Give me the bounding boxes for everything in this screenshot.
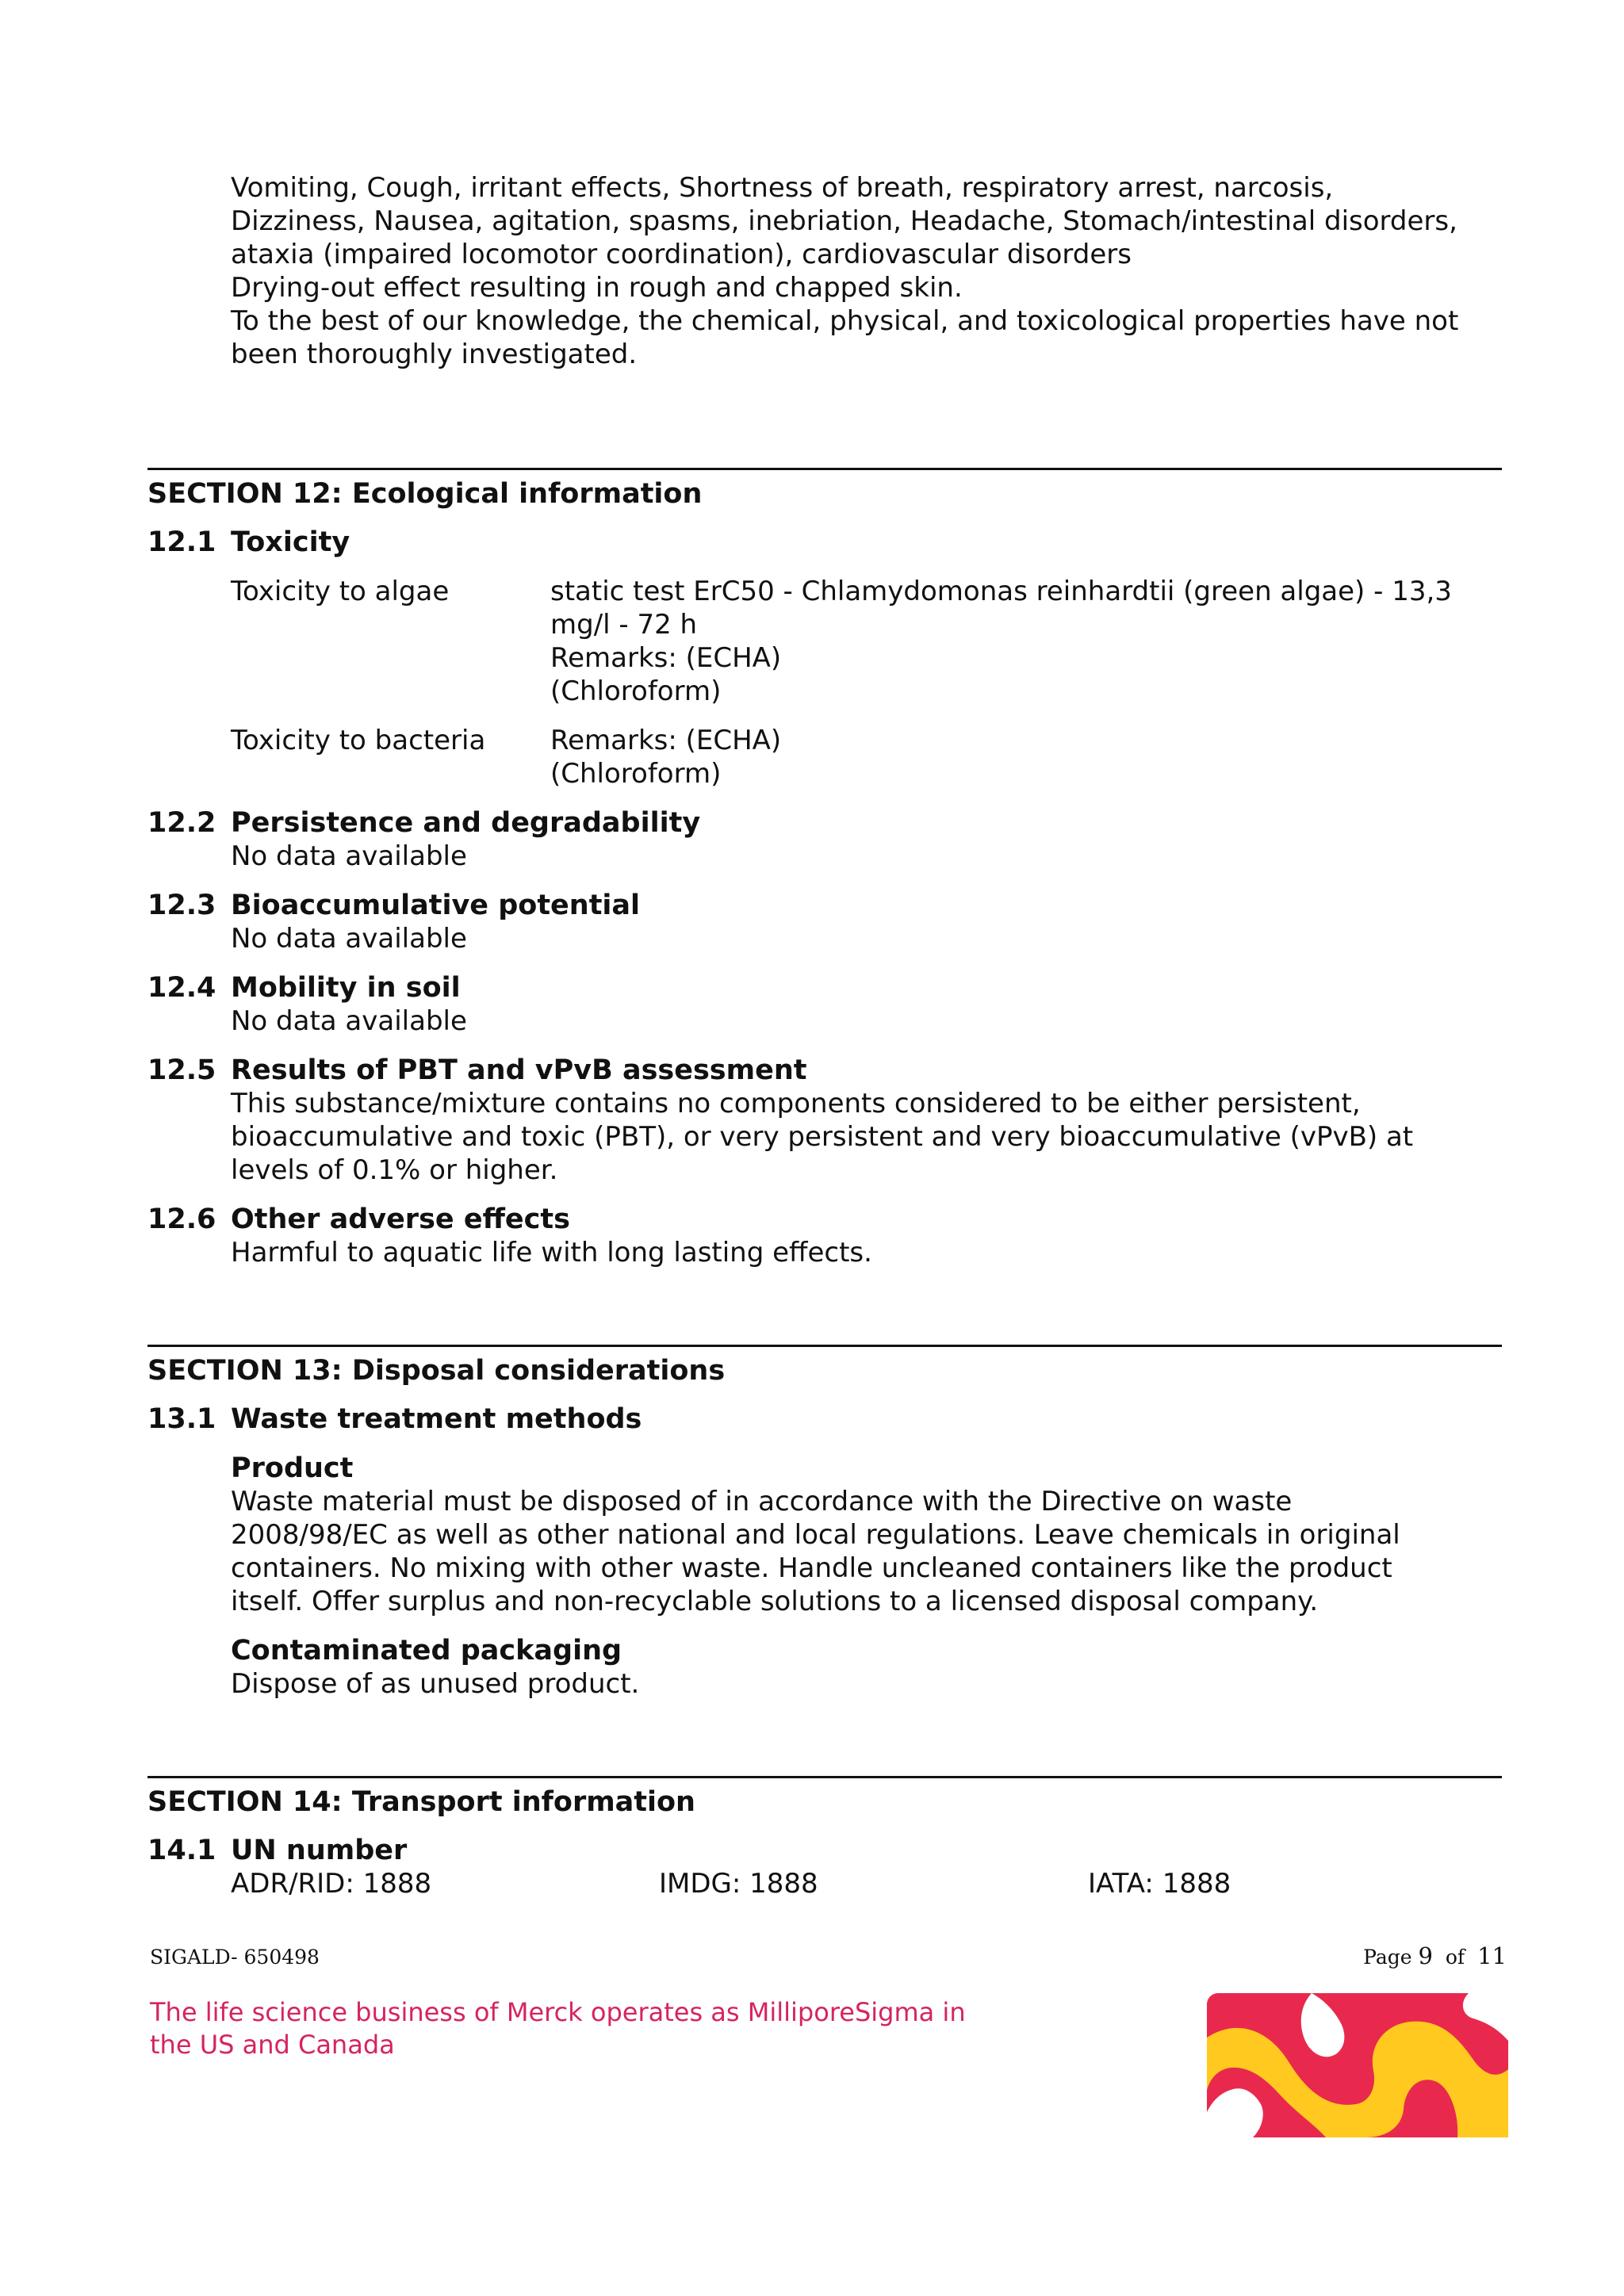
tagline-line: The life science business of Merck operates as MilliporeSigma in (150, 1997, 966, 2027)
text-line: levels of 0.1% or higher. (231, 1154, 558, 1186)
un-number-row (147, 1867, 1502, 1900)
toxicity-value (550, 575, 1502, 708)
page-total: 11 (1477, 1942, 1507, 1969)
subsection-text (231, 1087, 1502, 1187)
section-title: SECTION 14: Transport information (147, 1786, 695, 1818)
subsection-pbt (147, 1054, 1502, 1187)
intro-paragraph (231, 171, 1500, 371)
toxicity-bacteria-row (231, 724, 1502, 790)
section-12 (147, 468, 1502, 1269)
page-indicator (1363, 1942, 1507, 1969)
toxicity-label: Toxicity to bacteria (231, 725, 486, 756)
toxicity-value-line: (Chloroform) (550, 758, 722, 790)
subsection-number: 12.5 (147, 1054, 216, 1086)
merck-logo-icon (1207, 1993, 1508, 2137)
section-divider (147, 1345, 1502, 1347)
section-13 (147, 1345, 1502, 1701)
subsection-text: No data available (231, 840, 467, 872)
text-line: bioaccumulative and toxic (PBT), or very persistent and very bioaccumulative (vPvB) at (231, 1121, 1414, 1153)
subsection-number: 12.6 (147, 1203, 216, 1235)
of-word: of (1445, 1946, 1465, 1969)
text-line: containers. No mixing with other waste. Handle uncleaned containers like the product (231, 1552, 1392, 1584)
subsection-number: 12.2 (147, 807, 216, 839)
text-line: This substance/mixture contains no components considered to be either persistent, (231, 1088, 1361, 1119)
subsection-heading: Mobility in soil (231, 972, 461, 1004)
subsection-heading: Waste treatment methods (231, 1403, 642, 1435)
tagline-line: the US and Canada (150, 2030, 395, 2060)
toxicity-value (550, 724, 1502, 790)
subsection-heading: Toxicity (231, 526, 350, 558)
section-title: SECTION 12: Ecological information (147, 478, 703, 510)
subsection-text: No data available (231, 1005, 467, 1037)
page-word: Page (1363, 1946, 1412, 1969)
subsection-number: 14.1 (147, 1835, 216, 1866)
page-number: 9 (1418, 1942, 1433, 1969)
subsection-number: 12.3 (147, 890, 216, 921)
toxicity-value-line: static test ErC50 - Chlamydomonas reinhardtii (green algae) - 13,3 (550, 576, 1452, 607)
subsection-bioaccumulative (147, 889, 1502, 955)
subsection-mobility (147, 971, 1502, 1038)
product-heading: Product (231, 1452, 354, 1484)
un-adr-rid: ADR/RID: 1888 (231, 1868, 432, 1900)
toxicity-label: Toxicity to algae (231, 576, 450, 607)
section-divider (147, 1776, 1502, 1778)
section-14 (147, 1776, 1502, 1900)
subsection-heading: Bioaccumulative potential (231, 890, 641, 921)
text-line: Waste material must be disposed of in accordance with the Directive on waste (231, 1486, 1293, 1517)
intro-line: been thoroughly investigated. (231, 339, 638, 370)
intro-line: Vomiting, Cough, irritant effects, Shortness of breath, respiratory arrest, narcosis, (231, 172, 1334, 204)
subsection-number: 12.1 (147, 526, 216, 558)
un-imdg: IMDG: 1888 (659, 1868, 818, 1900)
packaging-heading: Contaminated packaging (231, 1635, 622, 1667)
intro-line: To the best of our knowledge, the chemical, physical, and toxicological properties have not (231, 305, 1459, 337)
intro-line: Drying-out effect resulting in rough and chapped skin. (231, 272, 963, 304)
toxicity-algae-row (231, 575, 1502, 708)
subsection-number: 12.4 (147, 972, 216, 1004)
subsection-text: No data available (231, 923, 467, 955)
section-title: SECTION 13: Disposal considerations (147, 1355, 726, 1387)
subsection-other-effects (147, 1203, 1502, 1269)
toxicity-value-line: Remarks: (ECHA) (550, 642, 782, 674)
subsection-text (231, 1452, 1502, 1701)
subsection-heading: Results of PBT and vPvB assessment (231, 1054, 807, 1086)
subsection-un-number (147, 1834, 1502, 1900)
toxicity-value-line: mg/l - 72 h (550, 609, 698, 641)
subsection-heading: Persistence and degradability (231, 807, 701, 839)
company-tagline (150, 1996, 1022, 2061)
subsection-number: 13.1 (147, 1403, 216, 1435)
subsection-heading: Other adverse effects (231, 1203, 570, 1235)
product-code: SIGALD- 650498 (150, 1946, 320, 1969)
intro-line: Dizziness, Nausea, agitation, spasms, inebriation, Headache, Stomach/intestinal disorders, (231, 205, 1457, 237)
toxicity-value-line: Remarks: (ECHA) (550, 725, 782, 756)
subsection-text: Harmful to aquatic life with long lasting effects. (231, 1237, 872, 1269)
un-iata: IATA: 1888 (1088, 1868, 1231, 1900)
subsection-toxicity (147, 526, 1502, 559)
toxicity-value-line: (Chloroform) (550, 675, 722, 707)
subsection-persistence (147, 806, 1502, 873)
section-divider (147, 468, 1502, 470)
intro-line: ataxia (impaired locomotor coordination), cardiovascular disorders (231, 239, 1132, 270)
subsection-waste (147, 1402, 1502, 1701)
text-line: Dispose of as unused product. (231, 1668, 640, 1700)
subsection-heading: UN number (231, 1835, 408, 1866)
text-line: itself. Offer surplus and non-recyclable solutions to a licensed disposal company. (231, 1586, 1319, 1617)
text-line: 2008/98/EC as well as other national and local regulations. Leave chemicals in original (231, 1519, 1400, 1551)
